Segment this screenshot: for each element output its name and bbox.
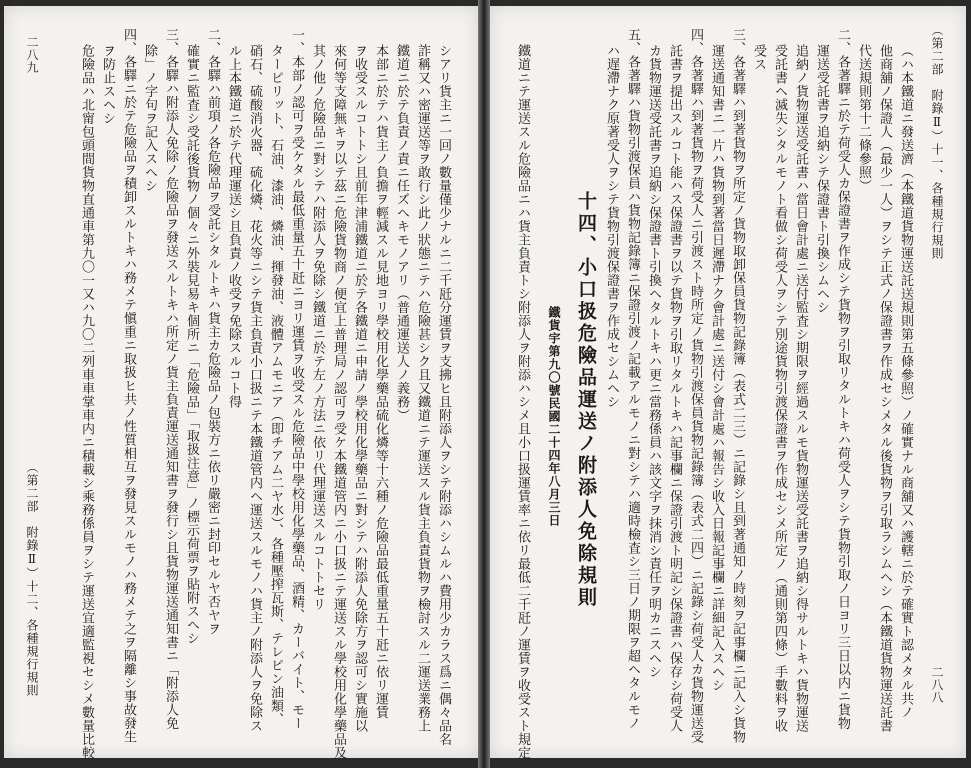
- text-line: 確實ニ監査シ受託後貨物ノ個々ニ外裝見易キ個所ニ「危險品」「取扱注意」ノ標示荷票ヲ貼附スヘシ: [184, 44, 199, 645]
- text-line: 鐵道ニテ運送スル危險品ニハ貨主負責トシ附添人ヲ附添ハシメ且小口扱運賃率ニ依リ最低二千瓩ノ運賃ヲ收受スト規定: [515, 44, 530, 760]
- running-header: （第二部 附錄Ⅱ）十一、各種規行規則: [930, 24, 944, 260]
- text-line: 本部ニ於テハ貨主ノ負擔ヲ輕減スル見地ヨリ學校用化學藥品硫化燐等十六種ノ危險品最低重量五十瓩ニ依リ運賃: [373, 44, 388, 719]
- text-line: ル上本鐵道ニ於テ代理運送シ且負責ノ收受ヲ免除スルコト得: [226, 44, 241, 409]
- text-line: 二、各驛ハ前項ノ各危險品ヲ受託シタルトキハ貨主カ危險品ノ包裝方ニ依リ嚴密ニ封印セルヤ否ヤヲ: [205, 28, 220, 636]
- text-line: 來何等支障無キヲ以テ茲ニ危險貨物商ノ便宜上普理局ノ認可ヲ受ケ本鐵道管内ニ小口扱ニテ運送スル學校用化學藥品及: [331, 44, 346, 760]
- text-line: ヲ收受スルコトトシ且前年津浦鐵道ニ於テ各鐵道ニ申請ノ學校用化學藥品ニ對シテハ附添人免除方ヲ認可シ實施以: [352, 44, 367, 733]
- text-line: 詐稱又ハ密運送等ヲ敢行シ此ノ狀態ニテハ危險甚シク且又鐵道ニテ運送スル貨主負責貨物ヲ檢討スル二運送業務上: [415, 44, 430, 733]
- text-line: 他商舖ノ保證人（最少一人）ヲシテ正式ノ保證書ヲ作成セシメタル後貨物ヲ引取ラシムヘシ（本鐵道貨物運送託書: [877, 44, 892, 733]
- text-line: 四、各著驛ハ到著貨物ヲ荷受人ニ引渡スト時所定ノ貨物引渡保員貨物記錄簿（表式二四）ニ記錄シ荷受人カ貨物運送受: [688, 28, 703, 744]
- page-number: 二八九: [25, 36, 39, 74]
- left-page: [4, 6, 478, 758]
- text-line: カ貨物運送受託書ヲ追納シ保證書ト引換ヘタルトキハ更ニ當務係員ハ該文字ヲ抹消シ責任ヲ明カニスヘシ: [646, 44, 661, 679]
- text-line: 一、本部ノ認可ヲ受ケタル最低重量五十瓩ニヨリ運賃ヲ收受スル危險品中學校用化學藥品、酒精、カーバイト、モー: [289, 28, 304, 730]
- text-line: ハ遅滯ナク原著受人ヲシテ貨物引渡保證書ヲ作成セシムヘシ: [604, 44, 619, 409]
- text-line: ヲ防止スヘシ: [100, 44, 115, 125]
- text-line: 除」ノ字句ヲ記入スヘシ: [142, 44, 157, 193]
- text-line: 三、各著驛ハ到著貨物ヲ所定ノ貨物取卸保員貨物記錄簿（表式二三）ニ記錄シ且到著通知ノ時刻ヲ記事欄ニ記入シ貨物: [730, 28, 745, 744]
- section-title: 十四、小口扱危險品運送ノ附添人免除規則: [575, 191, 597, 609]
- text-line: 運送通知書ニ一片ハ貨物到著當日遲滯ナク會計處ニ送付シ會計處ハ報告シ收入日報記事欄ニ詳細記入スヘシ: [709, 44, 724, 692]
- text-line: 受ス: [751, 44, 766, 71]
- text-line: 危險品ハ北甯包頭間貨物直通車第九〇一又ハ九〇二列車車掌車内ニ積載シ乘務係員ヲシテ運送宜適監視セシメ數量比較: [79, 44, 94, 760]
- text-line: 二、各著驛ニ於テ荷受人カ保證書ヲ作成シテ貨物ヲ引取リタルトキハ荷受人ヲシテ貨物引取ノ日ヨリ三日以内ニ貨物: [835, 28, 850, 730]
- text-line: 五、各著驛ハ貨物引渡保員ハ貨物記錄簿ニ保證引渡ノ記載アルモノニ對シテハ適時檢査シ三日ノ期限ヲ超ヘタルモノ: [625, 28, 640, 730]
- text-line: シアリ貨主ニ一回ノ數量僅少ナルニ二千瓩分運賃ヲ支拂ヒ且附添人ヲシテ附添ハシムルハ費用少カラス爲ニ偶々品名: [436, 44, 451, 746]
- text-line: 硝石、硫酸消火器、硫化燐、花火等ニシテ貨主負責小口扱ニテ本鐵道管内ヘ運送スルモノハ貨主ノ附添人ヲ免除ス: [247, 44, 262, 733]
- text-line: 託書ヲ提出スルコト能ハス保證書ヲ以テ貨物ヲ引取リタルトキハ記事欄ニ保證引渡ト明記シ保證書ハ保存シ荷受人: [667, 44, 682, 733]
- page-number: 二八八: [930, 666, 944, 704]
- decree-number: 鐵貨宇第九〇號民國二十四年八月三日: [547, 306, 561, 527]
- text-line: 其ノ他ノ危險品ニ對シテハ附添人ヲ免除シ鐵道ニ於テ左ノ方法ニ依リ代理運送スルコトトセリ: [310, 44, 325, 611]
- text-line: （ハ本鐵道ニ發送濟（本鐵道貨物運送託送規則第五條參照）ノ確實ナル商舖又ハ護轄ニ於テ確實ト認メタル共ノ: [898, 44, 913, 719]
- text-line: 三、各驛ハ附添人免除ノ危險品ヲ發送スルトキハ所定ノ貨主負責運送通知書ヲ發行シ且貨物運送通知書ニ「附添人免: [163, 28, 178, 730]
- running-header: （第二部 附錄Ⅱ）十二、各種規行規則: [25, 461, 39, 697]
- text-line: 鐵道ニ於テ負責ノ責ニ任ズヘキモノアリ（普通運送人ノ義務）: [394, 44, 409, 422]
- text-line: ターピリット、石油、漆油、燐油、揮發油、液體アムモニア（即チアム二ヤ水）、各種壓搾瓦斯、テレピン油類、: [268, 44, 283, 726]
- book-gutter: [478, 0, 490, 768]
- text-line: 代送規則第十二條參照）: [856, 44, 871, 193]
- text-line: 追納ノ貨物運送受託書ハ當日會計處ニ送付監査シ期限ヲ經過スルモ貨物運送受託書ヲ追納シ得サルトキハ貨物運送: [793, 44, 808, 733]
- text-line: 受託書ヘ滅失シタルモノト看做シ荷受人ヲシテ別途貨物引渡保證書ヲ作成セシメ所定ノ（通則第四條）手數料ヲ收: [772, 44, 787, 733]
- text-line: 運送受託書ヲ追納シテ保證書ト引換シムヘシ: [814, 44, 829, 314]
- right-page: [490, 6, 966, 758]
- text-line: 四、各驛ニ於テ危險品ヲ積卸スルトキハ務メテ愼重ニ取扱ヒ共ノ性質相互ヲ發見スルモノハ務メテ之ヲ隔離シ事故發生: [121, 28, 136, 744]
